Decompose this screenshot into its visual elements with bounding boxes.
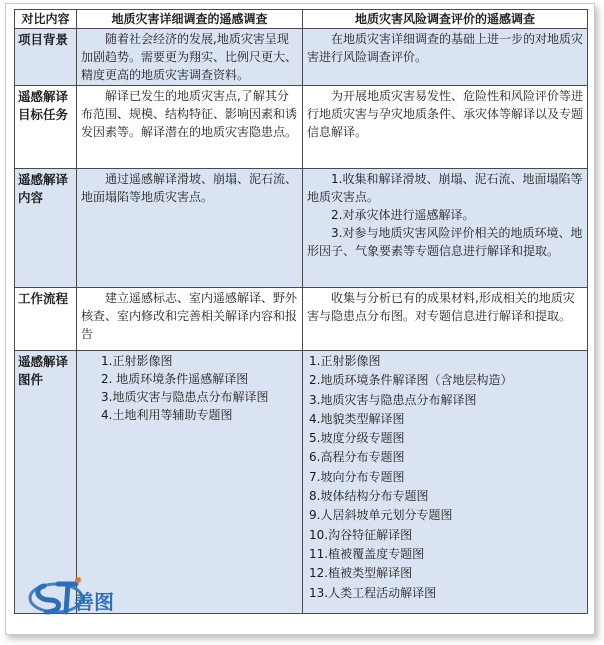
list-item: 3.对参与地质灾害风险评价相关的地质环境、地形因子、气象要素等专题信息进行解译和提取。	[307, 226, 583, 258]
table-row	[15, 288, 588, 351]
watermark-text: 善图	[74, 590, 114, 614]
comparison-table	[14, 9, 588, 614]
cell-text: 建立遥感标志、室内遥感解译、野外核查、室内修改和完善相关解译内容和报告	[81, 291, 298, 341]
table-row	[15, 86, 588, 169]
row-label: 工作流程	[15, 288, 77, 351]
risk-cell	[303, 288, 588, 351]
list-item: 6.高程分布专题图	[309, 450, 405, 465]
risk-cell	[303, 29, 588, 86]
header-detailed-survey: 地质灾害详细调查的遥感调查	[77, 10, 303, 29]
list-item: 9.人居斜坡单元划分专题图	[309, 508, 453, 523]
row-label: 遥感解译内容	[15, 169, 77, 288]
risk-cell	[303, 86, 588, 169]
list-item: 2.对承灾体进行遥感解译。	[331, 208, 475, 222]
list-item: 4.土地利用等辅助专题图	[101, 408, 233, 422]
cell-text: 为开展地质灾害易发性、危险性和风险评价等进行地质灾害与孕灾地质条件、承灾体等解译以及专题信息解译。	[307, 89, 584, 139]
list-item: 5.坡度分级专题图	[309, 431, 405, 446]
list-item: 7.坡向分布专题图	[309, 469, 405, 484]
list-item: 10.沟谷特征解译图	[309, 527, 413, 542]
risk-cell	[303, 169, 588, 288]
cell-text: 在地质灾害详细调查的基础上进一步的对地质灾害进行风险调查评价。	[307, 32, 584, 64]
cell-text: 通过遥感解译滑坡、崩塌、泥石流、地面塌陷等地质灾害点。	[81, 172, 298, 204]
table-row	[15, 29, 588, 86]
detailed-cell	[77, 288, 303, 351]
row-label: 项目背景	[15, 29, 77, 86]
cell-text: 收集与分析已有的成果材料,形成相关的地质灾害与隐患点分布图。对专题信息进行解译和提取。	[307, 291, 575, 323]
table-row	[15, 169, 588, 288]
list-item: 3.地质灾害与隐患点分布解译图	[309, 392, 477, 407]
header-compare-item: 对比内容	[15, 10, 77, 29]
row-label: 遥感解译目标任务	[15, 86, 77, 169]
detailed-cell	[77, 29, 303, 86]
list-item: 11.植被覆盖度专题图	[309, 546, 425, 561]
list-item: 1.正射影像图	[101, 354, 173, 368]
list-item: 1.正射影像图	[309, 354, 381, 368]
list-item: 2.地质环境条件解译图（含地层构造）	[309, 373, 513, 388]
cell-text: 解译已发生的地质灾害点,了解其分布范围、规模、结构特征、影响因素和诱发因素等。解译潜在的地质灾害隐患点。	[81, 89, 298, 139]
list-item: 8.坡体结构分布专题图	[309, 489, 429, 504]
row-label: 遥感解译图件	[15, 351, 77, 614]
risk-cell	[303, 351, 588, 614]
header-risk-survey: 地质灾害风险调查评价的遥感调查	[303, 10, 588, 29]
detailed-cell	[77, 169, 303, 288]
detailed-cell	[77, 86, 303, 169]
list-item: 13.人类工程活动解译图	[309, 585, 437, 600]
list-item: 3.地质灾害与隐患点分布解译图	[101, 390, 269, 404]
list-item: 12.植被类型解译图	[309, 566, 413, 581]
cell-text: 随着社会经济的发展,地质灾害呈现加剧趋势。需要更为翔实、比例尺更大、精度更高的地质灾害调查资料。	[81, 32, 298, 82]
list-item: 1.收集和解译滑坡、崩塌、泥石流、地面塌陷等地质灾害点。	[307, 172, 583, 204]
table-header-row	[15, 10, 588, 29]
list-item: 2. 地质环境条件遥感解译图	[101, 372, 249, 386]
list-item: 4.地貌类型解译图	[309, 411, 405, 426]
